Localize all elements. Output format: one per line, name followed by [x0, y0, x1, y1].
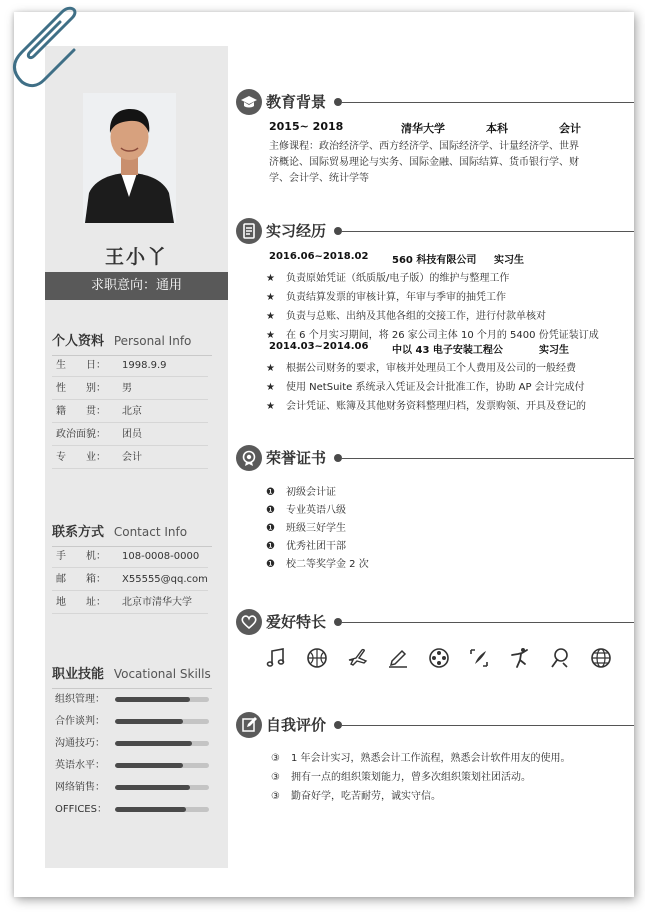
graduation-cap-icon [236, 89, 262, 115]
job2-period: 2014.03~2014.06 [269, 341, 369, 352]
film-reel-icon [427, 646, 451, 670]
row-value: 会计 [122, 452, 142, 463]
number-marker: ❶ [266, 523, 275, 534]
title-rule [342, 102, 634, 103]
skill-fill [115, 807, 186, 812]
candidate-name: 王小丫 [104, 246, 168, 268]
paperclip-icon [4, 0, 80, 88]
skill-fill [115, 697, 190, 702]
skill-bar [115, 697, 209, 702]
star-marker: ★ [266, 292, 275, 303]
row-value: 北京 [122, 406, 142, 417]
row-value: 团员 [122, 429, 142, 440]
heart-icon [236, 609, 262, 635]
document-icon [236, 218, 262, 244]
row-value: 108-0008-0000 [122, 551, 200, 562]
honor-item [266, 519, 634, 534]
skill-bar [115, 741, 209, 746]
row-label: 专 业： [56, 452, 106, 463]
row-label: 地 址： [56, 597, 106, 608]
skill-online-sales [55, 778, 215, 798]
education-courses-line3: 学、会计学、统计学等 [269, 173, 369, 184]
calligraphy-icon [467, 646, 491, 670]
skill-office [55, 800, 215, 820]
title-dot [334, 227, 342, 235]
number-marker: ❶ [266, 559, 275, 570]
row-label: 性 别： [56, 383, 106, 394]
contact-info-title: 联系方式 [52, 525, 105, 540]
edit-icon [236, 712, 262, 738]
title-rule [342, 231, 634, 232]
duty-text: 在 6 个月实习期间，将 26 家公司主体 10 个月的 5400 份凭证装订成 [286, 330, 599, 341]
skill-fill [115, 785, 190, 790]
skill-communication [55, 734, 215, 754]
star-marker: ★ [266, 311, 275, 322]
job1-duty [266, 269, 634, 284]
education-section-title [236, 89, 634, 115]
self-eval-text: 勤奋好学，吃苦耐劳，诚实守信。 [291, 791, 441, 802]
self-eval-item [271, 768, 634, 783]
skill-english [55, 756, 215, 776]
resume-page [14, 12, 634, 897]
job1-period: 2016.06~2018.02 [269, 251, 369, 262]
skill-bar [115, 763, 209, 768]
honor-text: 优秀社团干部 [286, 541, 346, 552]
education-title: 教育背景 [266, 93, 327, 111]
skills-header [52, 663, 212, 689]
star-marker: ★ [266, 273, 275, 284]
job2-company: 中以 43 电子安装工程公 [392, 345, 503, 356]
skills-subtitle: Vocational Skills [113, 667, 211, 681]
star-marker: ★ [266, 363, 275, 374]
main-column [236, 12, 634, 897]
row-value: 男 [122, 383, 132, 394]
job2-role: 实习生 [539, 345, 569, 356]
skill-label: OFFICES： [55, 804, 107, 815]
personal-row-political [52, 424, 208, 446]
contact-info-subtitle: Contact Info [113, 525, 188, 539]
number-marker: ❶ [266, 505, 275, 516]
job1-role: 实习生 [494, 255, 524, 266]
skill-label: 英语水平： [55, 760, 105, 771]
education-degree: 本科 [486, 122, 508, 135]
dance-icon [508, 646, 532, 670]
number-marker: ③ [271, 753, 280, 764]
row-label: 生 日： [56, 360, 106, 371]
duty-text: 负责结算发票的审核计算，年审与季审的抽凭工作 [286, 292, 506, 303]
honors-title: 荣誉证书 [266, 449, 327, 467]
row-label: 手 机： [56, 551, 106, 562]
skill-fill [115, 741, 192, 746]
honor-text: 专业英语八级 [286, 505, 346, 516]
title-dot [334, 98, 342, 106]
job2-duty [266, 397, 634, 412]
job1-company: 560 科技有限公司 [392, 255, 477, 266]
personal-info-header [52, 330, 212, 356]
job-intent-banner: 求职意向：通用 [45, 272, 228, 300]
duty-text: 会计凭证、账簿及其他财务资料整理归档，发票购领、开具及登记的 [286, 401, 586, 412]
star-marker: ★ [266, 382, 275, 393]
contact-row-address [52, 592, 208, 614]
internship-section-title [236, 218, 634, 244]
honor-item [266, 483, 634, 498]
contact-row-email [52, 569, 208, 591]
contact-row-phone [52, 546, 208, 568]
number-marker: ③ [271, 772, 280, 783]
education-courses-line1: 主修课程：政治经济学、西方经济学、国际经济学、计量经济学、世界 [269, 141, 579, 152]
honor-text: 校二等奖学金 2 次 [286, 559, 369, 570]
education-major: 会计 [559, 122, 581, 135]
duty-text: 根据公司财务的要求，审核并处理员工个人费用及公司的一般经费 [286, 363, 576, 374]
globe-icon [589, 646, 613, 670]
title-dot [334, 618, 342, 626]
self-eval-text: 拥有一点的组织策划能力，曾多次组织策划社团活动。 [291, 772, 531, 783]
education-period: 2015~ 2018 [269, 120, 344, 133]
row-value: 1998.9.9 [122, 360, 167, 371]
hobby-icons-row [264, 646, 634, 676]
badminton-icon [548, 646, 572, 670]
honors-section-title [236, 445, 634, 471]
hobbies-section-title [236, 609, 634, 635]
sidebar [45, 46, 228, 868]
skill-bar [115, 807, 209, 812]
medal-icon [236, 445, 262, 471]
star-marker: ★ [266, 401, 275, 412]
personal-info-subtitle: Personal Info [113, 334, 192, 348]
job1-duty [266, 326, 634, 341]
self-eval-item [271, 787, 634, 802]
title-dot [334, 454, 342, 462]
skill-label: 合作谈判： [55, 716, 105, 727]
row-value: 北京市清华大学 [122, 597, 192, 608]
row-value: X55555@qq.com [122, 574, 208, 585]
skill-label: 组织管理： [55, 694, 105, 705]
skill-organization [55, 690, 215, 710]
skill-bar [115, 719, 209, 724]
music-icon [264, 646, 288, 670]
skill-label: 网络销售： [55, 782, 105, 793]
job2-duty [266, 378, 634, 393]
title-rule [342, 622, 634, 623]
skill-label: 沟通技巧： [55, 738, 105, 749]
number-marker: ❶ [266, 487, 275, 498]
duty-text: 负责与总账、出纳及其他各组的交接工作，进行付款单核对 [286, 311, 546, 322]
contact-info-header [52, 521, 212, 547]
basketball-icon [305, 646, 329, 670]
pencil-icon [386, 646, 410, 670]
job1-duty [266, 288, 634, 303]
duty-text: 负责原始凭证（纸质版/电子版）的维护与整理工作 [286, 273, 510, 284]
personal-row-birthday [52, 355, 208, 377]
skills-title: 职业技能 [52, 667, 105, 682]
personal-row-major [52, 447, 208, 469]
profile-photo [83, 93, 176, 223]
title-rule [342, 725, 634, 726]
skill-fill [115, 763, 183, 768]
star-marker: ★ [266, 330, 275, 341]
personal-info-title: 个人资料 [52, 334, 105, 349]
skill-bar [115, 785, 209, 790]
personal-row-hometown [52, 401, 208, 423]
row-label: 籍 贯： [56, 406, 106, 417]
job1-duty [266, 307, 634, 322]
hobbies-title: 爱好特长 [266, 613, 327, 631]
title-rule [342, 458, 634, 459]
row-label: 邮 箱： [56, 574, 106, 585]
self-eval-section-title [236, 712, 634, 738]
title-dot [334, 721, 342, 729]
internship-title: 实习经历 [266, 222, 327, 240]
honor-text: 班级三好学生 [286, 523, 346, 534]
education-school: 清华大学 [401, 122, 445, 135]
honor-item [266, 537, 634, 552]
skill-negotiation [55, 712, 215, 732]
row-label: 政治面貌： [56, 429, 106, 440]
number-marker: ③ [271, 791, 280, 802]
airplane-icon [346, 646, 370, 670]
personal-row-gender [52, 378, 208, 400]
skill-fill [115, 719, 183, 724]
duty-text: 使用 NetSuite 系统录入凭证及会计批准工作，协助 AP 会计完成付 [286, 382, 585, 393]
education-courses-line2: 济概论、国际贸易理论与实务、国际金融、国际结算、货币银行学、财 [269, 157, 579, 168]
self-eval-text: 1 年会计实习，熟悉会计工作流程，熟悉会计软件用友的使用。 [291, 753, 571, 764]
honor-text: 初级会计证 [286, 487, 336, 498]
job2-duty [266, 359, 634, 374]
self-eval-item [271, 749, 634, 764]
honor-item [266, 555, 634, 570]
honor-item [266, 501, 634, 516]
number-marker: ❶ [266, 541, 275, 552]
self-eval-title: 自我评价 [266, 716, 327, 734]
